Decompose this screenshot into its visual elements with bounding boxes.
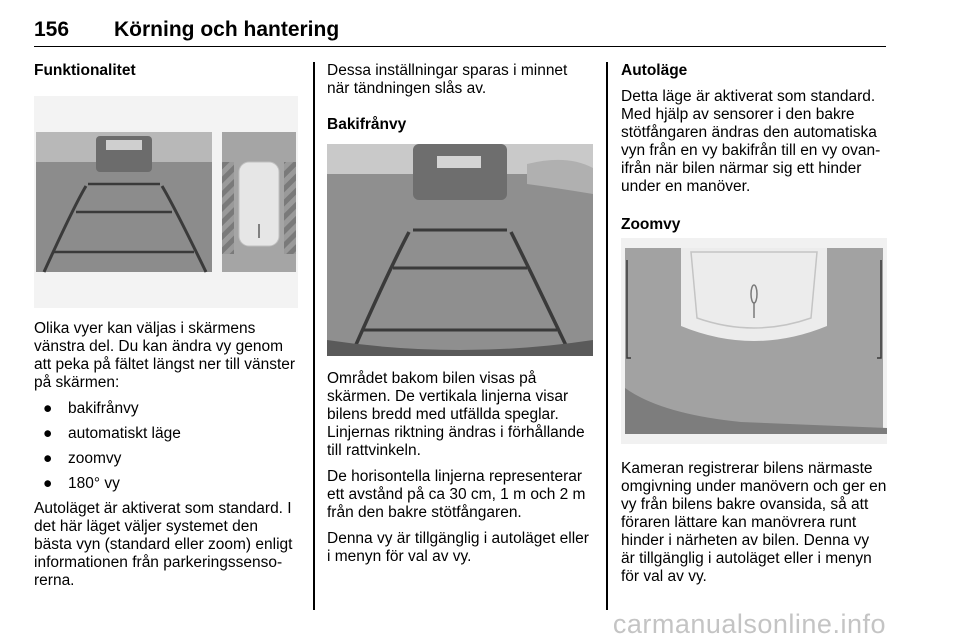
list-item: ● automatiskt läge — [43, 425, 181, 442]
column-1-body — [34, 320, 298, 598]
column-3 — [621, 62, 887, 242]
column-2 — [327, 62, 593, 142]
paragraph-auto-mode: Autoläget är aktiverat som standard. I det här läget väljer systemet den bästa vyn (standard eller zoom) enligt informationen från parkeringssenso-rerna. — [34, 500, 293, 589]
page-header — [34, 16, 886, 47]
paragraph-horizontal-lines: De horisontella linjerna representerar ett avstånd på ca 30 cm, 1 m och 2 m från den bakre stötfångaren. — [327, 468, 586, 521]
paragraph-zoom-view-details: Kameran registrerar bilens närmaste omgivning under manövern och ger en vy från bilens bakre ovansida, så att föraren lättare kan manövrera runt hinder i närheten av bilen. Denna vy är tillgänglig i autoläget eller i menyn för val av vy. — [621, 460, 887, 585]
column-1 — [34, 62, 298, 88]
paragraph-views-intro: Olika vyer kan väljas i skärmens vänstra del. Du kan ändra vy genom att peka på fältet längst ner till vänster på skärmen: — [34, 320, 296, 391]
paragraph-auto-mode-details: Detta läge är aktiverat som standard. Med hjälp av sensorer i den bakre stötfångaren ändras den automatiska vyn från en vy bakifrån till en vy ovan-ifrån när bilen närmar sig ett hinder under en manöver. — [621, 88, 881, 195]
chapter-title: Körning och hantering — [114, 18, 340, 41]
paragraph-settings-saved: Dessa inställningar sparas i minnet när tändningen slås av. — [327, 62, 568, 97]
section-heading-rear-view: Bakifrånvy — [327, 116, 407, 133]
list-item: ● bakifrånvy — [43, 400, 139, 417]
section-heading-auto-mode: Autoläge — [621, 62, 688, 79]
page-number: 156 — [34, 18, 70, 41]
watermark: carmanualsonline.info — [612, 609, 886, 639]
view-options-list — [34, 400, 298, 493]
list-item: ● 180° vy — [43, 475, 120, 492]
list-item: ● zoomvy — [43, 450, 122, 467]
column-3-body — [621, 460, 887, 594]
figure-camera-views — [34, 96, 298, 308]
figure-rear-view — [327, 144, 593, 356]
figure-zoom-view — [621, 238, 887, 444]
section-heading-functionality: Funktionalitet — [34, 62, 136, 79]
column-divider-2 — [606, 62, 608, 610]
section-heading-zoom-view: Zoomvy — [621, 216, 681, 233]
column-divider-1 — [313, 62, 315, 610]
paragraph-rear-area: Området bakom bilen visas på skärmen. De vertikala linjerna visar bilens bredd med utfällda speglar. Linjernas riktning ändras i förhållande till rattvinkeln. — [327, 370, 585, 459]
column-2-body — [327, 370, 593, 574]
paragraph-rear-view-availability: Denna vy är tillgänglig i autoläget eller i menyn för val av vy. — [327, 530, 589, 565]
